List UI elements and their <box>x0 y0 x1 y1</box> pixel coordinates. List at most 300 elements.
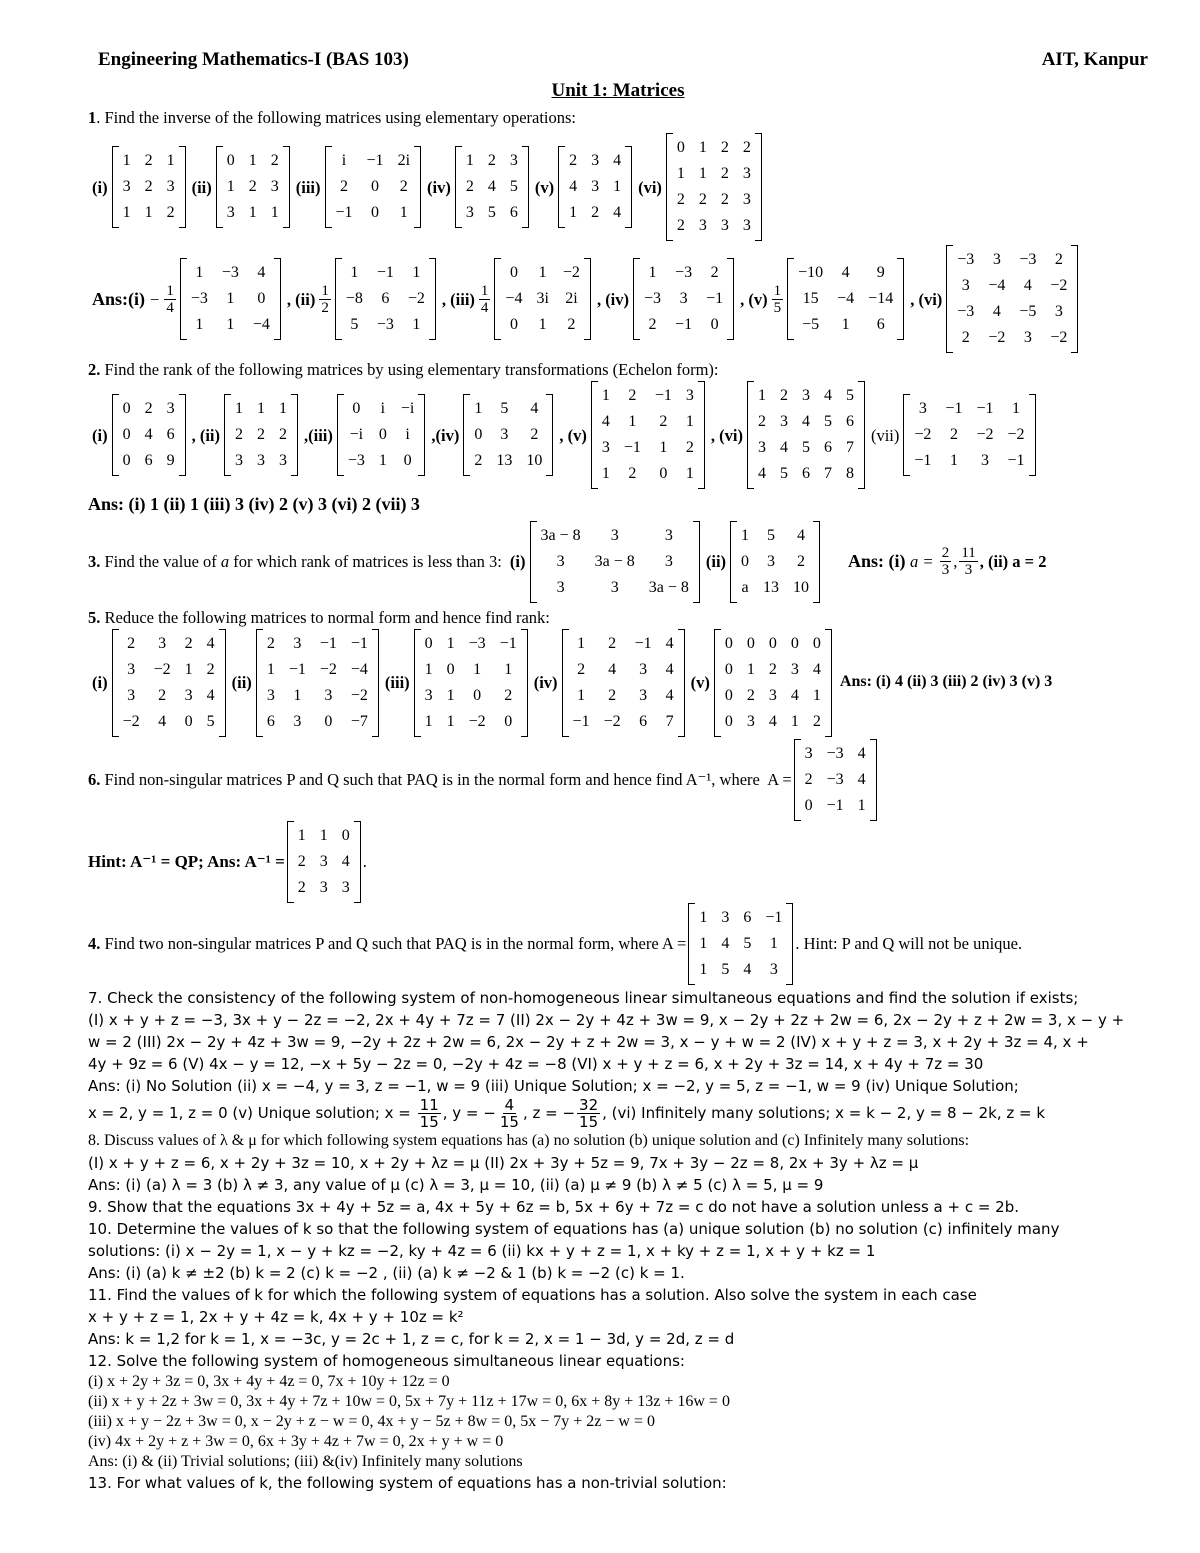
denominator: 3 <box>964 562 973 579</box>
matrix <box>530 521 700 603</box>
q10-line: 10. Determine the values of k so that the following system of equations has (a) unique solution (b) no solution (c) infinitely many <box>88 1219 1060 1238</box>
matrix-cell: 1 <box>857 796 866 814</box>
matrix-cell: 0 <box>724 686 733 704</box>
matrix-cell: 2 <box>720 139 729 157</box>
fraction <box>479 283 491 316</box>
matrix-label: , (vi) <box>910 289 943 309</box>
matrix-cell: 1 <box>465 152 474 170</box>
matrix-cell: 4 <box>601 413 610 431</box>
matrix-cell: 3 <box>166 400 175 418</box>
matrix-cell: 7 <box>845 439 854 457</box>
matrix-cell: 3 <box>601 439 610 457</box>
matrix-cell: 1 <box>741 526 750 544</box>
bracket-left <box>494 258 501 340</box>
matrix-cell: 2 <box>569 152 578 170</box>
matrix-cell: 2 <box>608 686 617 704</box>
matrix-cell: 15 <box>802 290 819 308</box>
bracket-right <box>897 258 904 340</box>
matrix <box>216 146 290 228</box>
bracket-right <box>418 394 425 476</box>
matrix-grid <box>344 394 419 476</box>
matrix-cell: 1 <box>577 634 586 652</box>
matrix-cell: 2 <box>659 413 668 431</box>
question-4 <box>88 903 1148 985</box>
matrix-cell: 4 <box>613 152 622 170</box>
question-6 <box>88 739 1148 821</box>
matrix <box>180 258 281 340</box>
matrix-cell: 3 <box>610 526 619 544</box>
fraction <box>772 283 784 316</box>
matrix-cell: 1 <box>601 387 610 405</box>
matrix-cell: −1 <box>634 634 652 652</box>
matrix-cell: 4 <box>158 712 167 730</box>
bracket-left <box>337 394 344 476</box>
matrix-cell: −1 <box>1007 452 1025 470</box>
matrix-cell: 1 <box>446 686 455 704</box>
matrix-grid <box>223 146 283 228</box>
matrix-cell: 3 <box>279 452 287 470</box>
matrix <box>591 381 705 489</box>
denominator: 15 <box>579 1112 599 1131</box>
bracket-right <box>786 903 793 985</box>
numerator: 1 <box>321 282 329 299</box>
matrix-cell: −3 <box>826 744 844 762</box>
matrix-cell: 1 <box>446 712 455 730</box>
matrix-cell: 5 <box>743 934 752 952</box>
bracket-left <box>325 146 332 228</box>
bracket-right <box>1071 245 1078 353</box>
matrix-cell: 5 <box>487 204 496 222</box>
bracket-right <box>813 521 820 603</box>
matrix <box>946 245 1078 353</box>
question-number: 2. <box>88 360 101 380</box>
matrix-cell: 2 <box>685 439 694 457</box>
matrix-grid <box>462 146 522 228</box>
matrix <box>688 903 793 985</box>
q11-line: x + y + z = 1, 2x + y + 4z = k, 4x + y + 10z = k² <box>88 1307 464 1326</box>
question-text: . Find the inverse of the following matrices using elementary operations: <box>96 108 577 128</box>
q2-answer: Ans: (i) 1 (ii) 1 (iii) 3 (iv) 2 (v) 3 (vi) 2 (vii) 3 <box>88 494 420 515</box>
matrix-cell: −2 <box>350 686 368 704</box>
matrix-cell: 0 <box>804 796 813 814</box>
matrix-cell: 3 <box>235 452 243 470</box>
matrix-cell: −5 <box>802 316 820 334</box>
matrix-cell: −i <box>400 400 415 418</box>
matrix-cell: −4 <box>837 290 855 308</box>
matrix <box>562 629 685 737</box>
matrix-cell: 4 <box>206 634 215 652</box>
matrix-cell: 3 <box>610 578 619 596</box>
bracket-right <box>414 146 421 228</box>
answer-label: Ans:(i) <box>92 288 145 309</box>
question-number: 6. <box>88 770 101 790</box>
bracket-right <box>274 258 281 340</box>
matrix <box>414 629 528 737</box>
matrix-cell: −2 <box>976 426 994 444</box>
matrix-cell: 2 <box>628 465 637 483</box>
bracket-left <box>256 629 263 737</box>
matrix-cell: 3 <box>664 552 673 570</box>
matrix-cell: −1 <box>335 204 353 222</box>
matrix-cell: 2 <box>567 316 576 334</box>
q8-answer: Ans: (i) (a) λ = 3 (b) λ ≠ 3, any value of μ (c) λ = 3, μ = 10, (ii) (a) μ ≠ 9 (b) λ ≠ 5 (c) λ = 5, μ = 9 <box>88 1175 824 1194</box>
matrix-cell: 2 <box>608 634 617 652</box>
answer-label: Ans: (i) <box>848 551 911 572</box>
matrix-cell: −7 <box>350 712 368 730</box>
matrix-cell: 3 <box>1054 303 1063 321</box>
matrix-cell: 2 <box>144 178 153 196</box>
matrix-cell: 1 <box>685 465 694 483</box>
matrix-cell: 1 <box>446 634 455 652</box>
q1-matrices <box>88 133 1148 241</box>
matrix-cell: 3i <box>536 290 549 308</box>
matrix-label: (iii) <box>384 673 410 693</box>
matrix-cell: 0 <box>659 465 668 483</box>
matrix-cell: 13 <box>763 578 780 596</box>
matrix-cell: −3 <box>675 264 693 282</box>
bracket-right <box>727 258 734 340</box>
matrix <box>256 629 379 737</box>
matrix-cell: 4 <box>665 686 674 704</box>
matrix-label: ,(iii) <box>304 425 333 445</box>
matrix-cell: 0 <box>724 660 733 678</box>
question-number: 1 <box>88 108 97 128</box>
q12-line: (iv) 4x + 2y + z + 3w = 0, 6x + 3y + 4z + 7w = 0, 2x + y + w = 0 <box>88 1432 504 1450</box>
matrix-cell: 4 <box>257 264 266 282</box>
question-text: Reduce the following matrices to normal form and hence find rank: <box>100 607 550 627</box>
matrix-cell: 4 <box>790 686 799 704</box>
matrix-cell: 0 <box>741 552 750 570</box>
matrix-grid <box>294 821 354 903</box>
matrix-cell: 0 <box>122 400 131 418</box>
matrix-label: , (v) <box>740 289 768 309</box>
matrix-cell: −2 <box>1007 426 1025 444</box>
matrix-cell: 2 <box>698 191 707 209</box>
bracket-left <box>112 629 119 737</box>
matrix-cell: 0 <box>352 400 361 418</box>
matrix <box>666 133 762 241</box>
matrix-cell: 5 <box>823 413 832 431</box>
bracket-right <box>429 258 436 340</box>
denominator: 15 <box>419 1112 439 1131</box>
matrix-cell: 1 <box>538 316 547 334</box>
matrix-grid <box>910 394 1028 476</box>
matrix-cell: −1 <box>914 452 932 470</box>
q8-line: 8. Discuss values of λ & μ for which following system equations has (a) no solution (b) unique solution and (c) Infinitely many solutions: <box>88 1131 970 1149</box>
matrix-label: (ii) <box>705 552 727 572</box>
variable: a <box>220 552 230 572</box>
matrix-cell: 3 <box>341 878 350 896</box>
fraction <box>940 545 952 578</box>
matrix-cell: 3 <box>639 660 648 678</box>
matrix <box>335 258 436 340</box>
matrix-cell: 2 <box>628 387 637 405</box>
matrix-cell: 3 <box>270 178 279 196</box>
q2-matrices <box>88 381 1148 489</box>
matrix-cell: 2 <box>465 178 474 196</box>
matrix-cell: −1 <box>288 660 306 678</box>
matrix-cell: 3 <box>790 660 799 678</box>
q12-answer: Ans: (i) & (ii) Trivial solutions; (iii) &(iv) Infinitely many solutions <box>88 1452 523 1470</box>
bracket-left <box>558 146 565 228</box>
matrix <box>494 258 591 340</box>
bracket-right <box>522 146 529 228</box>
matrix-cell: 3 <box>992 251 1001 269</box>
denominator: 15 <box>499 1112 519 1131</box>
matrix-cell: −2 <box>122 712 140 730</box>
matrix-cell: 1 <box>685 413 694 431</box>
matrix-cell: 0 <box>446 660 455 678</box>
matrix-cell: 0 <box>504 712 513 730</box>
matrix-cell: 2 <box>591 204 600 222</box>
matrix-cell: −3 <box>190 290 208 308</box>
answer-text: , z = − <box>522 1104 576 1123</box>
matrix-grid <box>263 629 372 737</box>
matrix-cell: i <box>380 400 386 418</box>
matrix-cell: 1 <box>248 204 257 222</box>
course-title: Engineering Mathematics-I (BAS 103) <box>98 49 409 70</box>
matrix-cell: 2 <box>648 316 657 334</box>
matrix-cell: 0 <box>341 826 350 844</box>
matrix-cell: 0 <box>790 634 799 652</box>
matrix-cell: 0 <box>812 634 821 652</box>
bracket-right <box>858 381 865 489</box>
matrix-cell: 1 <box>699 934 708 952</box>
matrix-grid <box>598 381 698 489</box>
matrix-cell: −3 <box>376 316 394 334</box>
matrix-cell: 3 <box>465 204 474 222</box>
matrix-cell: 1 <box>601 465 610 483</box>
matrix-cell: 1 <box>144 204 153 222</box>
bracket-right <box>678 629 685 737</box>
matrix-cell: 1 <box>473 660 482 678</box>
matrix-cell: 2 <box>949 426 958 444</box>
numerator: 11 <box>961 545 976 562</box>
matrix-cell: 3 <box>293 634 302 652</box>
matrix-grid <box>231 394 291 476</box>
matrix-cell: 4 <box>797 526 806 544</box>
matrix-cell: 3 <box>556 578 565 596</box>
matrix-cell: 5 <box>350 316 359 334</box>
bracket-left <box>946 245 953 353</box>
question-number: 5. <box>88 607 101 627</box>
matrix-cell: −1 <box>572 712 590 730</box>
bracket-left <box>688 903 695 985</box>
matrix-cell: 2 <box>297 852 306 870</box>
matrix-cell: 4 <box>857 770 866 788</box>
matrix-cell: 3 <box>257 452 265 470</box>
matrix-cell: −2 <box>319 660 337 678</box>
matrix-label: (iv) <box>427 177 451 197</box>
matrix-cell: 4 <box>1023 277 1032 295</box>
matrix-cell: 1 <box>226 316 235 334</box>
matrix-cell: −1 <box>654 387 672 405</box>
matrix-cell: 1 <box>613 178 622 196</box>
matrix-cell: 2 <box>158 686 167 704</box>
matrix-cell: 1 <box>569 204 578 222</box>
matrix-cell: 0 <box>371 204 380 222</box>
matrix-cell: −2 <box>1050 277 1068 295</box>
matrix-cell: 0 <box>378 426 387 444</box>
matrix-cell: 1 <box>659 439 668 457</box>
bracket-left <box>562 629 569 737</box>
matrix-cell: 2 <box>577 660 586 678</box>
matrix-cell: 10 <box>526 452 543 470</box>
matrix-cell: 2 <box>487 152 496 170</box>
matrix-cell: −4 <box>252 316 270 334</box>
matrix-cell: 2 <box>746 686 755 704</box>
matrix-cell: −2 <box>603 712 621 730</box>
matrix-cell: 1 <box>812 686 821 704</box>
matrix-cell: 2 <box>266 634 275 652</box>
matrix-cell: −3 <box>957 303 975 321</box>
matrix-cell: 3 <box>556 552 565 570</box>
matrix-cell: 2i <box>397 152 411 170</box>
matrix-cell: 0 <box>710 316 719 334</box>
matrix-cell: 4 <box>812 660 821 678</box>
bracket-left <box>287 821 294 903</box>
fraction <box>498 1097 521 1130</box>
matrix-cell: 3 <box>509 152 518 170</box>
bracket-right <box>755 133 762 241</box>
bracket-left <box>633 258 640 340</box>
q7-line: w = 2 (III) 2x − 2y + 4z + 3w = 9, −2y + 2z + 2w = 6, 2x − 2y + z + 2w = 3, x − y + w = 2 (IV) x + y + z = 3, x + 2y + 3z = 4, x + <box>88 1032 1089 1051</box>
matrix-cell: −8 <box>345 290 363 308</box>
matrix-cell: 2 <box>127 634 136 652</box>
matrix-cell: 1 <box>1012 400 1020 418</box>
matrix-cell: 3 <box>980 452 989 470</box>
matrix-cell: 3 <box>918 400 927 418</box>
matrix-grid <box>754 381 858 489</box>
matrix-label: (iii) <box>295 177 321 197</box>
page-header <box>98 48 1148 73</box>
matrix-cell: 1 <box>424 660 433 678</box>
matrix-cell: 6 <box>876 316 885 334</box>
question-text: Find the rank of the following matrices by using elementary transformations (Echelon form): <box>100 360 719 380</box>
matrix-cell: i <box>341 152 347 170</box>
question-2 <box>88 359 1148 381</box>
matrix-cell: −4 <box>350 660 368 678</box>
matrix-cell: 5 <box>845 387 854 405</box>
matrix-cell: 1 <box>698 139 707 157</box>
matrix-grid <box>565 146 625 228</box>
matrix-cell: −10 <box>798 264 824 282</box>
matrix-label: , (iii) <box>441 289 475 309</box>
matrix-cell: 1 <box>122 152 131 170</box>
answer-text: , (vi) Infinitely many solutions; x = k − 2, y = 8 − 2k, z = k <box>602 1104 1046 1123</box>
matrix-cell: 13 <box>496 452 513 470</box>
unit-title: Unit 1: Matrices <box>551 79 685 101</box>
matrix-cell: 6 <box>823 439 832 457</box>
matrix-cell: 3 <box>424 686 433 704</box>
matrix-cell: 4 <box>768 712 777 730</box>
matrix-grid <box>695 903 786 985</box>
q1-answers <box>88 245 1148 353</box>
matrix-label: (vii) <box>870 425 900 445</box>
matrix-cell: −2 <box>153 660 171 678</box>
matrix-label: (vi) <box>638 177 662 197</box>
q11-answer: Ans: k = 1,2 for k = 1, x = −3c, y = 2c + 1, z = c, for k = 2, x = 1 − 3d, y = 2d, z = d <box>88 1329 735 1348</box>
matrix-cell: −3 <box>221 264 239 282</box>
matrix-cell: 0 <box>473 686 482 704</box>
bracket-right <box>546 394 553 476</box>
q11-line: 11. Find the values of k for which the following system of equations has a solution. Also solve the system in each case <box>88 1285 977 1304</box>
matrix-cell: 1 <box>279 400 287 418</box>
matrix-cell: 3 <box>961 277 970 295</box>
matrix-label: (i) <box>92 425 108 445</box>
matrix-cell: 1 <box>319 826 328 844</box>
matrix <box>730 521 820 603</box>
matrix <box>794 739 877 821</box>
matrix-cell: 5 <box>767 526 776 544</box>
matrix-cell: −1 <box>623 439 641 457</box>
matrix-cell: 3 <box>127 660 136 678</box>
bracket-right <box>179 394 186 476</box>
matrix-cell: 1 <box>699 908 708 926</box>
matrix-grid <box>342 258 429 340</box>
variable: a = <box>910 552 938 572</box>
q5-answer: Ans: (i) 4 (ii) 3 (iii) 2 (iv) 3 (v) 3 <box>839 673 1053 691</box>
matrix-cell: 1 <box>628 413 637 431</box>
matrix-grid <box>332 146 415 228</box>
matrix-cell: 9 <box>876 264 885 282</box>
denominator: 5 <box>773 299 782 316</box>
matrix-cell: 3 <box>742 217 751 235</box>
matrix-label: (i) <box>92 673 108 693</box>
question-text: Find non-singular matrices P and Q such that PAQ is in the normal form and hence find A⁻¹, where A = <box>100 770 792 790</box>
matrix-cell: 1 <box>378 452 387 470</box>
matrix <box>714 629 832 737</box>
numerator: 11 <box>419 1095 439 1114</box>
matrix-grid <box>801 739 870 821</box>
matrix-cell: −1 <box>826 796 844 814</box>
bracket-left <box>112 394 119 476</box>
matrix-cell: 2 <box>804 770 813 788</box>
matrix-cell: 1 <box>577 686 586 704</box>
bracket-left <box>180 258 187 340</box>
matrix-cell: 6 <box>639 712 648 730</box>
question-text: for which rank of matrices is less than 3: <box>229 552 506 572</box>
matrix-cell: 4 <box>206 686 215 704</box>
bracket-right <box>693 521 700 603</box>
matrix-cell: 1 <box>350 264 359 282</box>
matrix-cell: 4 <box>613 204 622 222</box>
question-number: 3. <box>88 552 101 572</box>
matrix-cell: 2 <box>768 660 777 678</box>
matrix <box>747 381 865 489</box>
bracket-left <box>414 629 421 737</box>
matrix-cell: 0 <box>122 426 131 444</box>
bracket-left <box>666 133 673 241</box>
matrix-cell: 0 <box>676 139 685 157</box>
bracket-right <box>219 629 226 737</box>
matrix-cell: 1 <box>949 452 958 470</box>
matrix-cell: 4 <box>530 400 539 418</box>
matrix-label: (iv) <box>533 673 558 693</box>
matrix-cell: 2 <box>676 191 685 209</box>
matrix-cell: 4 <box>857 744 866 762</box>
question-3: 3. Find the value of a for which rank of matrices is less than 3: (i) 3a − 8 3 3 3 3a − 8 3 3 3 3a − 8 (ii) 1 5 4 0 3 2 a 13 10 Ans: (i) a = $\frac{2}{3}$ , $\frac{11}{3}$ , (ii) a = 2 <box>88 521 1148 603</box>
matrix-cell: −3 <box>1019 251 1037 269</box>
bracket-right <box>825 629 832 737</box>
bracket-right <box>625 146 632 228</box>
matrix-cell: 1 <box>746 660 755 678</box>
matrix-cell: 4 <box>665 634 674 652</box>
matrix-cell: 1 <box>841 316 850 334</box>
matrix-cell: −1 <box>366 152 384 170</box>
matrix-label: , (ii) <box>286 289 316 309</box>
matrix <box>112 146 186 228</box>
